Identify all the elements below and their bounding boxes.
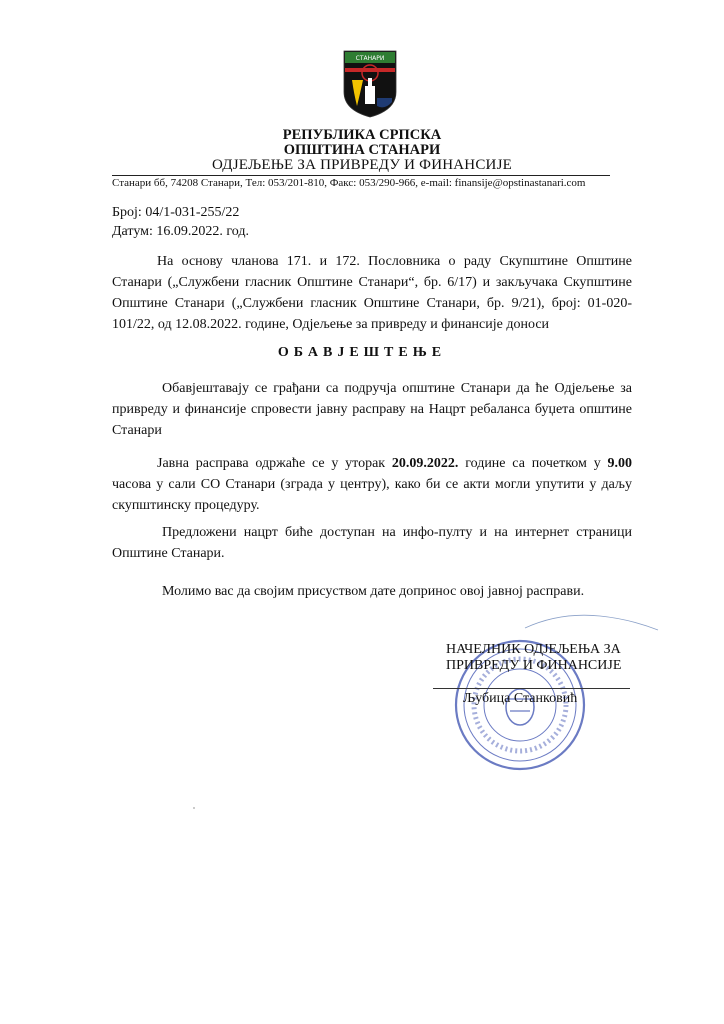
signatory-name: Љубица Станковић: [463, 691, 578, 706]
header-municipality: ОПШТИНА СТАНАРИ: [283, 142, 441, 158]
hearing-text-3: часова у сали СО Станари (зграда у центру), како би се акти могли упутити у даљу скупштинску процедуру.: [112, 477, 632, 513]
header-divider: [112, 175, 610, 176]
document-title: ОБАВЈЕШТЕЊЕ: [277, 345, 447, 360]
hearing-paragraph: [112, 453, 632, 516]
header-republic: РЕПУБЛИКА СРПСКА: [282, 127, 442, 143]
intro-paragraph: На основу чланова 171. и 172. Пословника о раду Скупштине Општине Станари („Службени гласник Општине Станари“, бр. 6/17) и закључака Скупштине Општине Станари („Службени гласник Општине Станари, бр. 9/21), број: 01-020-101/22, од 12.08.2022. године, Одјељење за привреду и финансије доноси: [112, 254, 632, 332]
availability-paragraph: Предложени нацрт биће доступан на инфо-пулту и на интернет страници Општине Станари.: [112, 525, 632, 561]
document-date: Датум: 16.09.2022. год.: [112, 224, 250, 239]
document-number: Број: 04/1-031-255/22: [112, 205, 240, 220]
closing-paragraph: Молимо вас да својим присуством дате допринос овој јавној расправи.: [162, 584, 585, 599]
header-contact: Станари бб, 74208 Станари, Тел: 053/201-810, Факс: 053/290-966, e-mail: finansije@opstinastanari.com: [112, 177, 586, 189]
hearing-text-2: године са почетком у: [458, 456, 608, 471]
svg-text:СТАНАРИ: СТАНАРИ: [355, 55, 385, 62]
header-department: ОДЈЕЉЕЊЕ ЗА ПРИВРЕДУ И ФИНАНСИЈЕ: [212, 157, 512, 173]
signature-title-line-2: ПРИВРЕДУ И ФИНАНСИЈЕ: [446, 658, 622, 673]
hearing-text-1: Јавна расправа одржаће се у уторак: [157, 456, 392, 471]
coat-of-arms-logo: [343, 50, 397, 118]
scan-speck: [193, 807, 195, 809]
signature-flourish: [520, 600, 660, 640]
hearing-time: 9.00: [607, 456, 632, 471]
hearing-date: 20.09.2022.: [391, 456, 459, 471]
notice-paragraph: Обавјештавају се грађани са подручја општине Станари да ће Одјељење за привреду и финансије спровести јавну расправу на Нацрт ребаланса буџета општине Станари: [112, 381, 632, 438]
signature-title-line-1: НАЧЕЛНИК ОДЈЕЉЕЊА ЗА: [446, 642, 621, 657]
signature-line: [433, 688, 630, 689]
